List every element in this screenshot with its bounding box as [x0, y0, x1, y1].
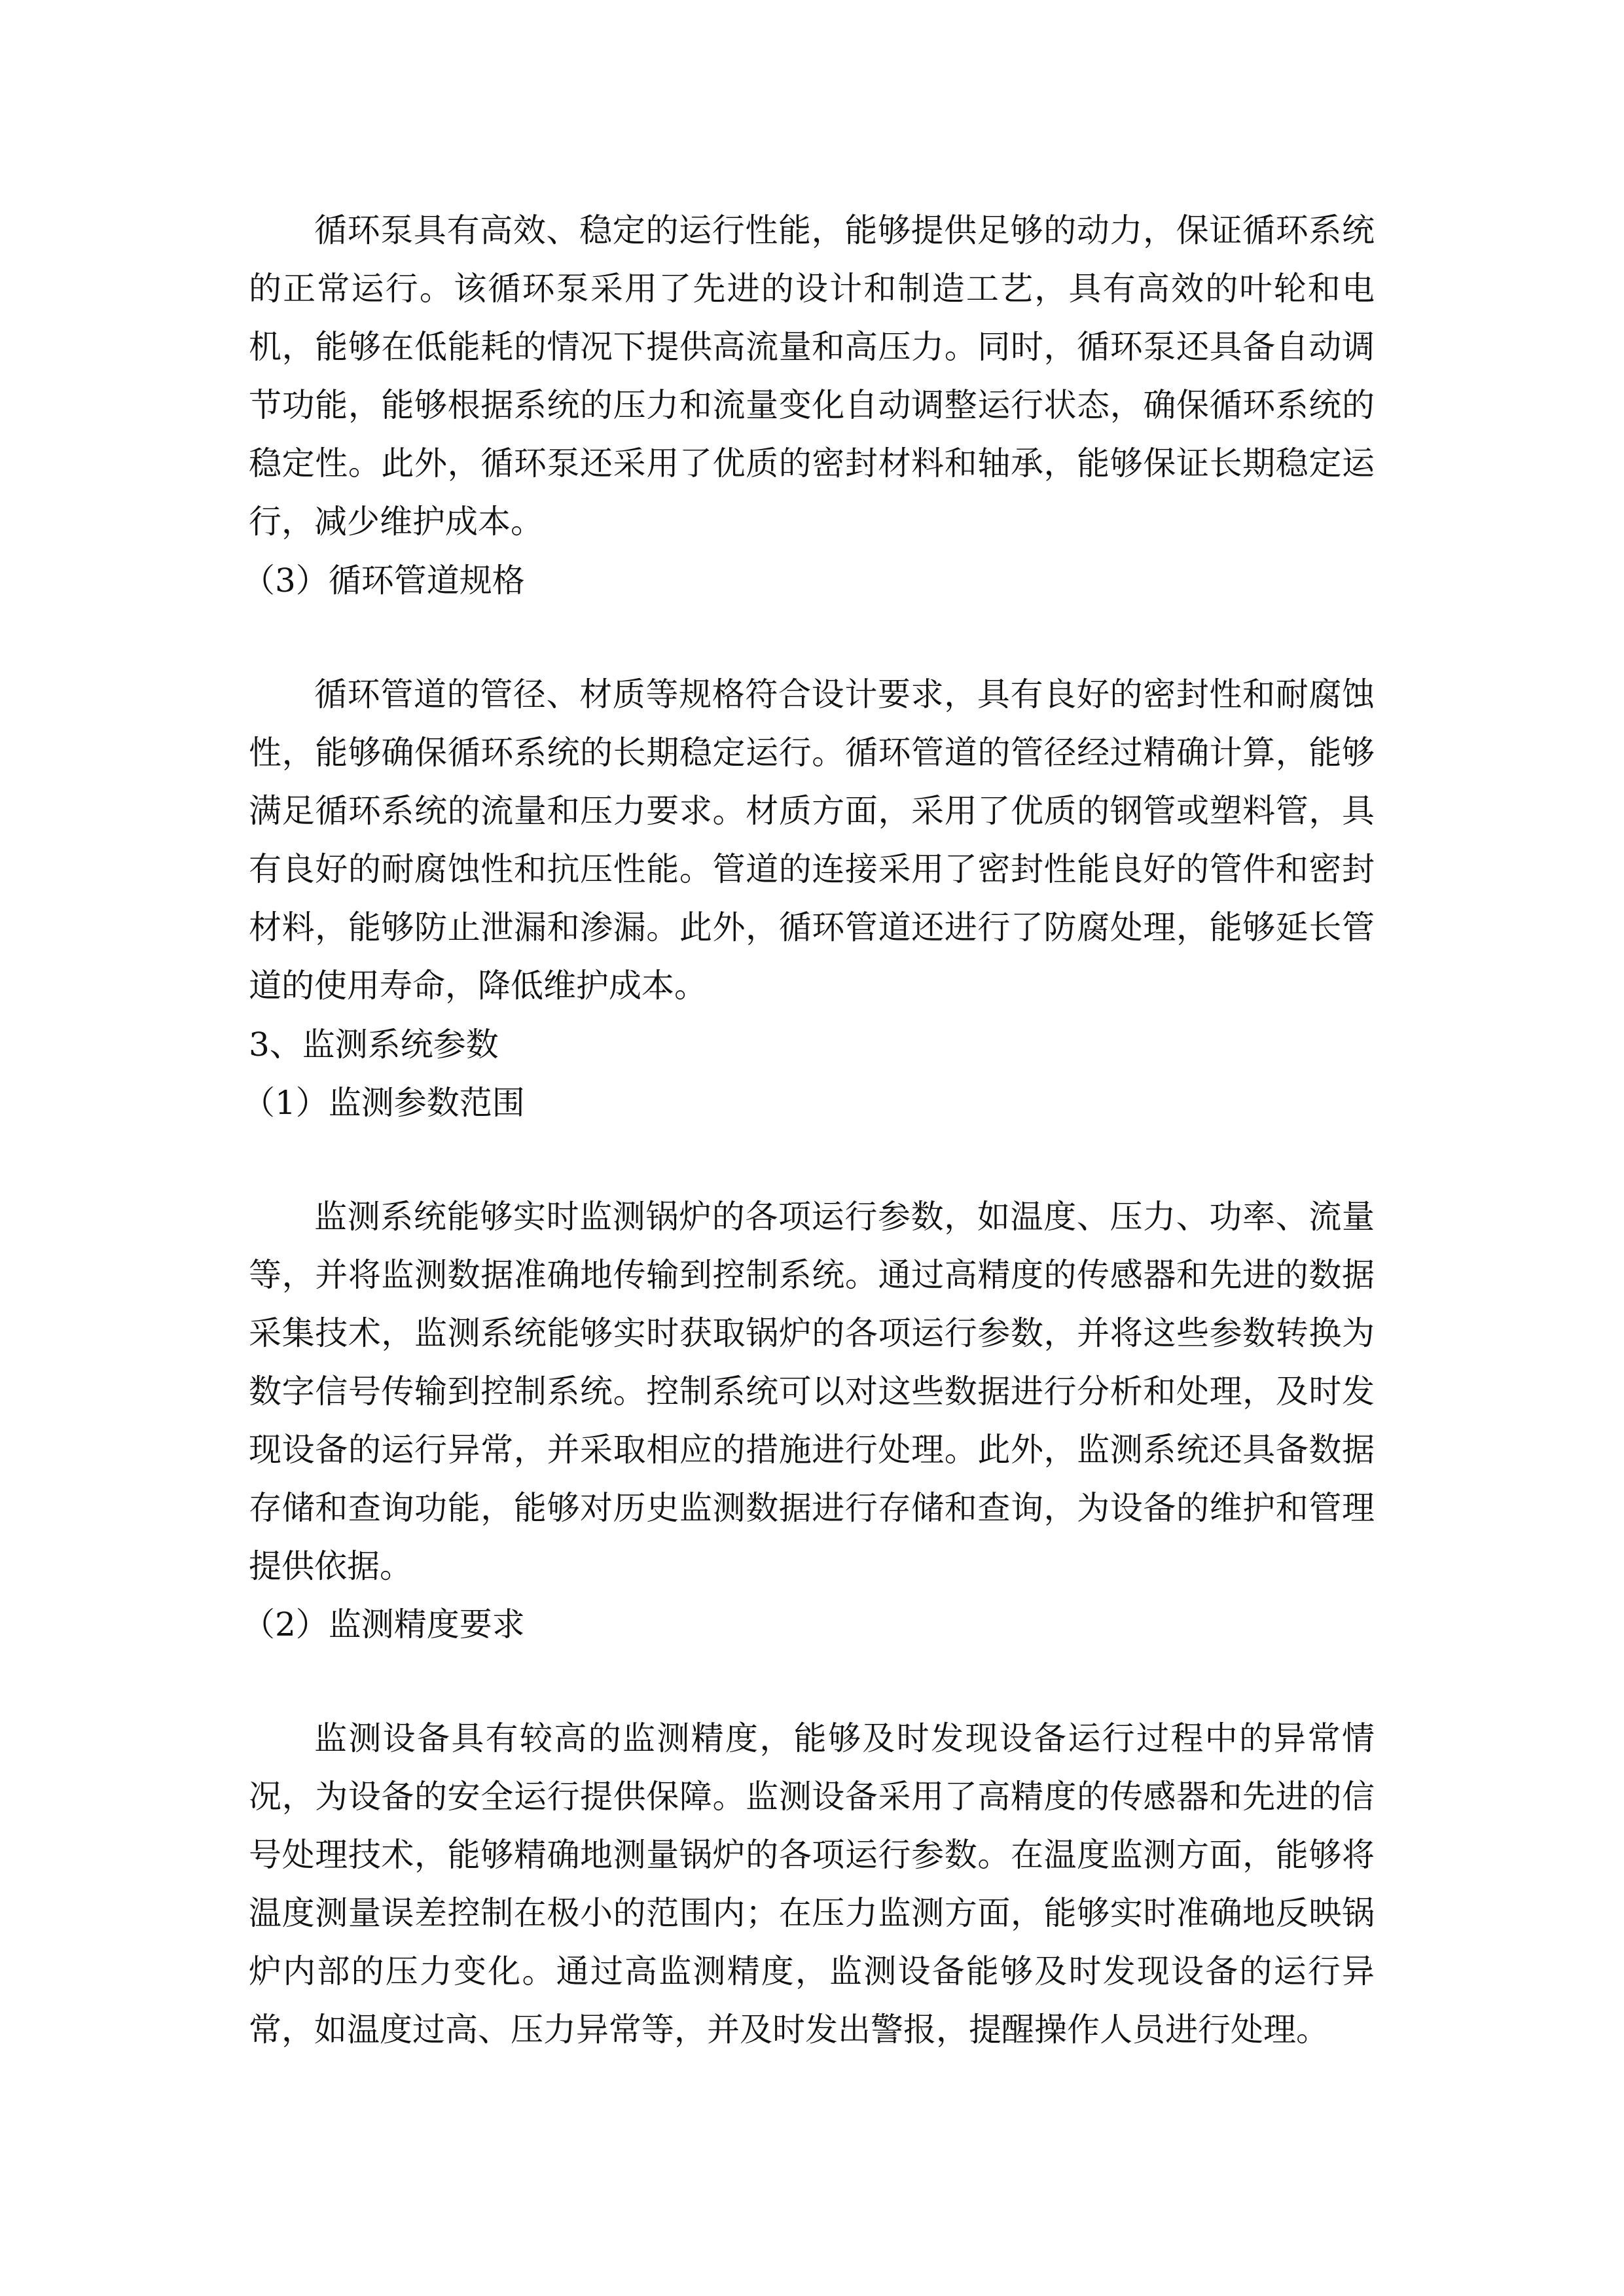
- paragraph-line: 行，减少维护成本。: [249, 503, 543, 541]
- paragraph-line: 的正常运行。该循环泵采用了先进的设计和制造工艺，具有高效的叶轮和电: [249, 270, 1375, 308]
- paragraph-line: 循环管道的管径、材质等规格符合设计要求，具有良好的密封性和耐腐蚀: [314, 675, 1375, 713]
- paragraph-line: 道的使用寿命，降低维护成本。: [249, 967, 707, 1005]
- paragraph-line: 机，能够在低能耗的情况下提供高流量和高压力。同时，循环泵还具备自动调: [249, 328, 1375, 366]
- heading-precision: （2）监测精度要求: [242, 1605, 525, 1643]
- paragraph-line: 号处理技术，能够精确地测量锅炉的各项运行参数。在温度监测方面，能够将: [249, 1836, 1375, 1874]
- paragraph-line: 性，能够确保循环系统的长期稳定运行。循环管道的管径经过精确计算，能够: [249, 734, 1375, 772]
- heading-pipe-spec: （3）循环管道规格: [242, 562, 525, 600]
- paragraph-line: 循环泵具有高效、稳定的运行性能，能够提供足够的动力，保证循环系统: [314, 211, 1375, 249]
- paragraph-line: 监测系统能够实时监测锅炉的各项运行参数，如温度、压力、功率、流量: [314, 1198, 1375, 1236]
- paragraph-line: 材料，能够防止泄漏和渗漏。此外，循环管道还进行了防腐处理，能够延长管: [249, 908, 1375, 946]
- paragraph-line: 节功能，能够根据系统的压力和流量变化自动调整运行状态，确保循环系统的: [249, 386, 1375, 424]
- paragraph-line: 存储和查询功能，能够对历史监测数据进行存储和查询，为设备的维护和管理: [249, 1489, 1375, 1527]
- paragraph-line: 温度测量误差控制在极小的范围内；在压力监测方面，能够实时准确地反映锅: [249, 1894, 1375, 1932]
- paragraph-line: 等，并将监测数据准确地传输到控制系统。通过高精度的传感器和先进的数据: [249, 1256, 1375, 1294]
- paragraph-line: 监测设备具有较高的监测精度，能够及时发现设备运行过程中的异常情: [314, 1719, 1375, 1757]
- paragraph-line: 数字信号传输到控制系统。控制系统可以对这些数据进行分析和处理，及时发: [249, 1372, 1375, 1410]
- paragraph-line: 炉内部的压力变化。通过高监测精度，监测设备能够及时发现设备的运行异: [249, 1952, 1375, 1990]
- paragraph-line: 满足循环系统的流量和压力要求。材质方面，采用了优质的钢管或塑料管，具: [249, 792, 1375, 830]
- paragraph-line: 有良好的耐腐蚀性和抗压性能。管道的连接采用了密封性能良好的管件和密封: [249, 850, 1375, 888]
- paragraph-line: 采集技术，监测系统能够实时获取锅炉的各项运行参数，并将这些参数转换为: [249, 1314, 1375, 1352]
- paragraph-line: 常，如温度过高、压力异常等，并及时发出警报，提醒操作人员进行处理。: [249, 2011, 1329, 2049]
- paragraph-line: 稳定性。此外，循环泵还采用了优质的密封材料和轴承，能够保证长期稳定运: [249, 444, 1375, 482]
- paragraph-line: 况，为设备的安全运行提供保障。监测设备采用了高精度的传感器和先进的信: [249, 1778, 1375, 1816]
- paragraph-line: 提供依据。: [249, 1547, 412, 1585]
- heading-monitor-params: 3、监测系统参数: [249, 1026, 499, 1064]
- heading-param-range: （1）监测参数范围: [242, 1084, 525, 1122]
- paragraph-line: 现设备的运行异常，并采取相应的措施进行处理。此外，监测系统还具备数据: [249, 1431, 1375, 1469]
